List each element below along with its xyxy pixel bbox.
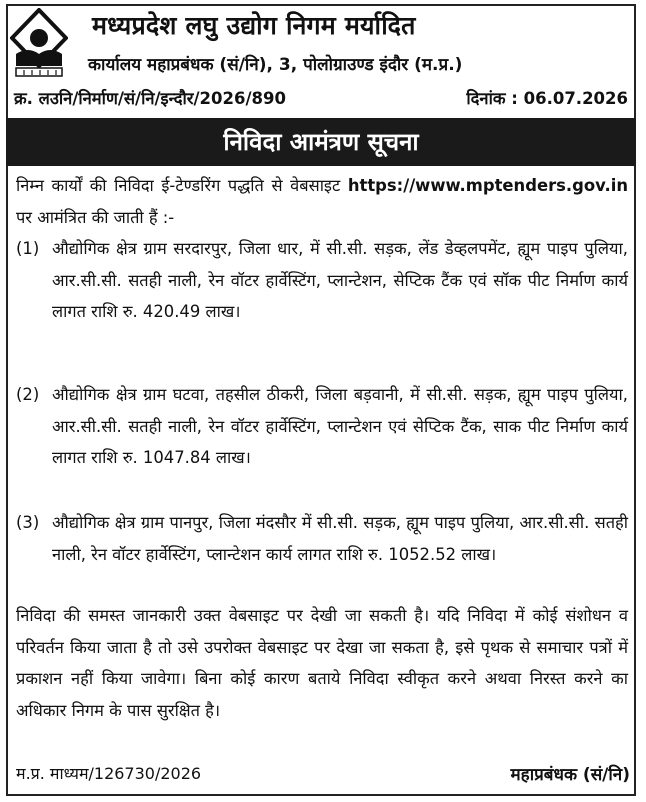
work-item-description: औद्योगिक क्षेत्र ग्राम घटवा, तहसील ठीकरी, जिला बड़वानी, में सी.सी. सड़क, ह्यूम पाइप पुलिया, आर.सी.सी. सतही नाली, रेन वॉटर हार्वेस्टिंग, प्लान्टेशन एवं सेप्टिक टैंक, साक पीट निर्माण कार्य लागत राशि रु. 1047.84 लाख। (52, 385, 628, 467)
signatory: महाप्रबंधक (सं/नि) (510, 765, 630, 785)
office-address: कार्यालय महाप्रबंधक (सं/नि), 3, पोलोग्राउण्ड इंदौर (म.प्र.) (88, 55, 463, 75)
intro-text-end: पर आमंत्रित की जाती हैं :- (16, 207, 175, 227)
work-item-number: (2) (16, 385, 40, 404)
notice-title-banner: निविदा आमंत्रण सूचना (6, 118, 636, 166)
work-item-description: औद्योगिक क्षेत्र ग्राम पानपुर, जिला मंदसौर में सी.सी. सड़क, ह्यूम पाइप पुलिया, आर.सी.सी. सतही नाली, रेन वॉटर हार्वेस्टिंग, प्लान्टेशन कार्य लागत राशि रु. 1052.52 लाख। (52, 513, 628, 564)
intro-paragraph (16, 170, 628, 233)
tender-website-link[interactable]: https://www.mptenders.gov.in (347, 176, 628, 195)
msme-corporation-logo-icon (10, 8, 68, 78)
notice-date: दिनांक : 06.07.2026 (466, 89, 628, 108)
work-item-number: (1) (16, 239, 40, 258)
intro-text: निम्न कार्यों की निविदा ई-टेण्डरिंग पद्धति से वेबसाइट (16, 176, 348, 195)
work-item-description: औद्योगिक क्षेत्र ग्राम सरदारपुर, जिला धार, में सी.सी. सड़क, लेंड डेव्हलपमेंट, ह्यूम पाइप पुलिया, आर.सी.सी. सतही नाली, रेन वॉटर हार्वेस्टिंग, प्लान्टेशन, सेप्टिक टैंक एवं सॉक पीट निर्माण कार्य लागत राशि रु. 420.49 लाख। (52, 239, 628, 321)
work-item (16, 379, 628, 474)
organization-title: मध्यप्रदेश लघु उद्योग निगम मर्यादित (92, 11, 416, 40)
work-item-number: (3) (16, 513, 40, 532)
madhyam-reference: म.प्र. माध्यम/126730/2026 (16, 764, 202, 783)
reference-number: क्र. लउनि/निर्माण/सं/नि/इन्दौर/2026/890 (14, 89, 286, 108)
work-item (16, 507, 628, 570)
work-item (16, 233, 628, 328)
closing-paragraph: निविदा की समस्त जानकारी उक्त वेबसाइट पर देखी जा सकती है। यदि निविदा में कोई संशोधन व परिवर्तन किया जाता है तो उसे उपरोक्त वेबसाइट पर देखा जा सकता है, इसे पृथक से समाचार पत्रों में प्रकाशन नहीं किया जावेगा। बिना कोई कारण बताये निविदा स्वीकृत करने अथवा निरस्त करने का अधिकार निगम के पास सुरक्षित है। (16, 606, 628, 720)
